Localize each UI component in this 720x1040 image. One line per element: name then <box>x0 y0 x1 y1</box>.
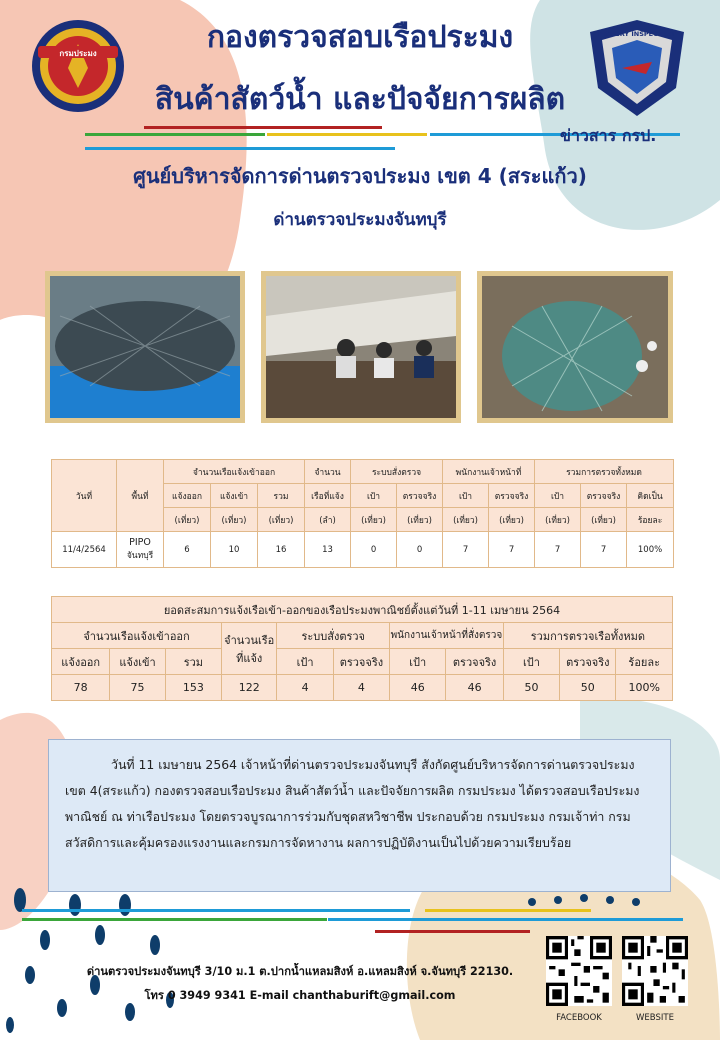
cumulative-report-table <box>51 596 673 701</box>
table-caption: ยอดสะสมการแจ้งเรือเข้า-ออกของเรือประมงพาณิชย์ตั้งแต่วันที่ 1-11 เมษายน 2564 <box>52 597 673 623</box>
title-underline-red <box>144 126 382 129</box>
footer-address: ด่านตรวจประมงจันทบุรี 3/10 ม.1 ต.ปากน้ำแหลมสิงห์ อ.แหลมสิงห์ จ.จันทบุรี 22130. <box>86 965 514 978</box>
footer-divider-red <box>375 930 530 933</box>
header-out: แจ้งออก <box>164 484 211 508</box>
header-order-actual: ตรวจจริง <box>333 649 389 675</box>
unit-trip: (เที่ยว) <box>443 508 489 532</box>
cell-out: 78 <box>52 675 110 701</box>
table-row <box>52 532 674 568</box>
header-order-actual: ตรวจจริง <box>397 484 443 508</box>
unit-pct: ร้อยละ <box>627 508 674 532</box>
divider-green <box>85 133 265 136</box>
office-name: ด่านตรวจประมงจันทบุรี <box>273 210 447 230</box>
cell-staff-actual: 46 <box>446 675 503 701</box>
news-label: ข่าวสาร กรป. <box>560 126 657 145</box>
header-pct: ร้อยละ <box>616 649 673 675</box>
right-logo-text: FISHERY INSPECTION <box>598 30 676 38</box>
unit-trip: (เที่ยว) <box>489 508 535 532</box>
cell-order-actual: 4 <box>333 675 389 701</box>
header-count-line1: จำนวนเรือ <box>224 633 275 647</box>
footer-divider-blue2 <box>328 918 683 921</box>
header-count-line2: ที่แจ้ง <box>236 651 263 665</box>
header-in: แจ้งเข้า <box>211 484 258 508</box>
header-total-actual: ตรวจจริง <box>560 649 616 675</box>
page-title-line2: สินค้าสัตว์น้ำ และปัจจัยการผลิต <box>154 82 566 117</box>
unit-trip: (เที่ยว) <box>258 508 305 532</box>
cell-sum: 153 <box>165 675 221 701</box>
footer-contact: โทร 0 3949 9341 E-mail chanthaburift@gmail.com <box>144 989 456 1002</box>
unit-trip: (เที่ยว) <box>581 508 627 532</box>
header-total-target: เป้า <box>535 484 581 508</box>
facebook-qr-code[interactable] <box>546 936 612 1006</box>
header-sum: รวม <box>258 484 305 508</box>
unit-trip: (เที่ยว) <box>351 508 397 532</box>
unit-trip: (เที่ยว) <box>211 508 258 532</box>
header-date: วันที่ <box>52 460 117 532</box>
daily-report-table <box>51 459 674 568</box>
cell-order-target: 0 <box>351 532 397 568</box>
cell-date: 11/4/2564 <box>52 532 117 568</box>
left-logo-text: กรมประมง <box>59 49 97 58</box>
header-total-group: รวมการตรวจทั้งหมด <box>535 460 674 484</box>
unit-trip: (เที่ยว) <box>535 508 581 532</box>
header-pct: คิดเป็น <box>627 484 674 508</box>
header-order-target: เป้า <box>351 484 397 508</box>
cell-total-actual: 7 <box>581 532 627 568</box>
cell-staff-actual: 7 <box>489 532 535 568</box>
header-total-group: รวมการตรวจเรือทั้งหมด <box>503 623 672 649</box>
unit-trip: (เที่ยว) <box>397 508 443 532</box>
header-total-target: เป้า <box>503 649 559 675</box>
footer-divider-yellow <box>425 909 591 912</box>
cell-order-actual: 0 <box>397 532 443 568</box>
table-row <box>52 675 673 701</box>
cell-staff-target: 46 <box>390 675 446 701</box>
cell-area-line2: จันทบุรี <box>126 551 154 561</box>
news-summary-text: วันที่ 11 เมษายน 2564 เจ้าหน้าที่ด่านตรวจประมงจันทบุรี สังกัดศูนย์บริหารจัดการด่านตรวจประมงเขต 4(สระแก้ว) กองตรวจสอบเรือประมง สินค้าสัตว์น้ำ และปัจจัยการผลิต กรมประมง ได้ตรวจสอบเรือประมงพาณิชย์ ณ ท่าเรือประมง โดยตรวจบูรณาการร่วมกับชุดสหวิชาชีพ ประกอบด้วย กรมประมง กรมเจ้าท่า กรมสวัสดิการและคุ้มครองแรงงานและกรมการจัดหางาน ผลการปฏิบัติงานเป็นไปด้วยความเรียบร้อย <box>65 757 640 850</box>
divider-yellow <box>267 133 427 136</box>
header-area: พื้นที่ <box>117 460 164 532</box>
header-order-target: เป้า <box>277 649 333 675</box>
footer-divider-green <box>22 918 327 921</box>
website-qr-code[interactable] <box>622 936 688 1006</box>
cell-in: 10 <box>211 532 258 568</box>
fishing-net-photo <box>477 271 673 423</box>
officers-working-photo <box>261 271 461 423</box>
cell-sum: 16 <box>258 532 305 568</box>
cell-staff-target: 7 <box>443 532 489 568</box>
cell-out: 6 <box>164 532 211 568</box>
header-report-group: จำนวนเรือแจ้งเข้าออก <box>52 623 222 649</box>
website-qr-label: WEBSITE <box>636 1013 674 1023</box>
header-staff-target: เป้า <box>390 649 446 675</box>
header-out: แจ้งออก <box>52 649 110 675</box>
facebook-qr-label: FACEBOOK <box>556 1013 602 1023</box>
cell-pct: 100% <box>627 532 674 568</box>
cell-order-target: 4 <box>277 675 333 701</box>
header-staff-actual: ตรวจจริง <box>489 484 535 508</box>
footer-divider-blue <box>22 909 410 912</box>
header-count-line2: เรือที่แจ้ง <box>305 484 351 508</box>
cell-pct: 100% <box>616 675 673 701</box>
cell-total-target: 7 <box>535 532 581 568</box>
header-total-actual: ตรวจจริง <box>581 484 627 508</box>
unit-boat: (ลำ) <box>305 508 351 532</box>
header-order-group: ระบบสั่งตรวจ <box>277 623 390 649</box>
divider-blue-short <box>85 147 395 150</box>
header-in: แจ้งเข้า <box>110 649 165 675</box>
cell-total-actual: 50 <box>560 675 616 701</box>
cell-area <box>117 532 164 568</box>
header-order-group: ระบบสั่งตรวจ <box>351 460 443 484</box>
header-report-group: จำนวนเรือแจ้งเข้าออก <box>164 460 305 484</box>
page-title-line1: กองตรวจสอบเรือประมง <box>206 20 514 55</box>
header-staff-actual: ตรวจจริง <box>446 649 503 675</box>
header-count <box>222 623 277 675</box>
header-count-line1: จำนวน <box>305 460 351 484</box>
cell-total-target: 50 <box>503 675 559 701</box>
fish-trap-photo <box>45 271 245 423</box>
unit-trip: (เที่ยว) <box>164 508 211 532</box>
center-name: ศูนย์บริหารจัดการด่านตรวจประมง เขต 4 (สระแก้ว) <box>133 164 587 188</box>
header-staff-target: เป้า <box>443 484 489 508</box>
header-sum: รวม <box>165 649 221 675</box>
cell-boats: 122 <box>222 675 277 701</box>
cell-in: 75 <box>110 675 165 701</box>
cell-boats: 13 <box>305 532 351 568</box>
cell-area-line1: PIPO <box>129 537 151 548</box>
header-staff-group: พนักงานเจ้าหน้าที่สั่งตรวจ <box>390 623 504 649</box>
header-staff-group: พนักงานเจ้าหน้าที่ <box>443 460 535 484</box>
news-summary-box <box>48 739 671 892</box>
